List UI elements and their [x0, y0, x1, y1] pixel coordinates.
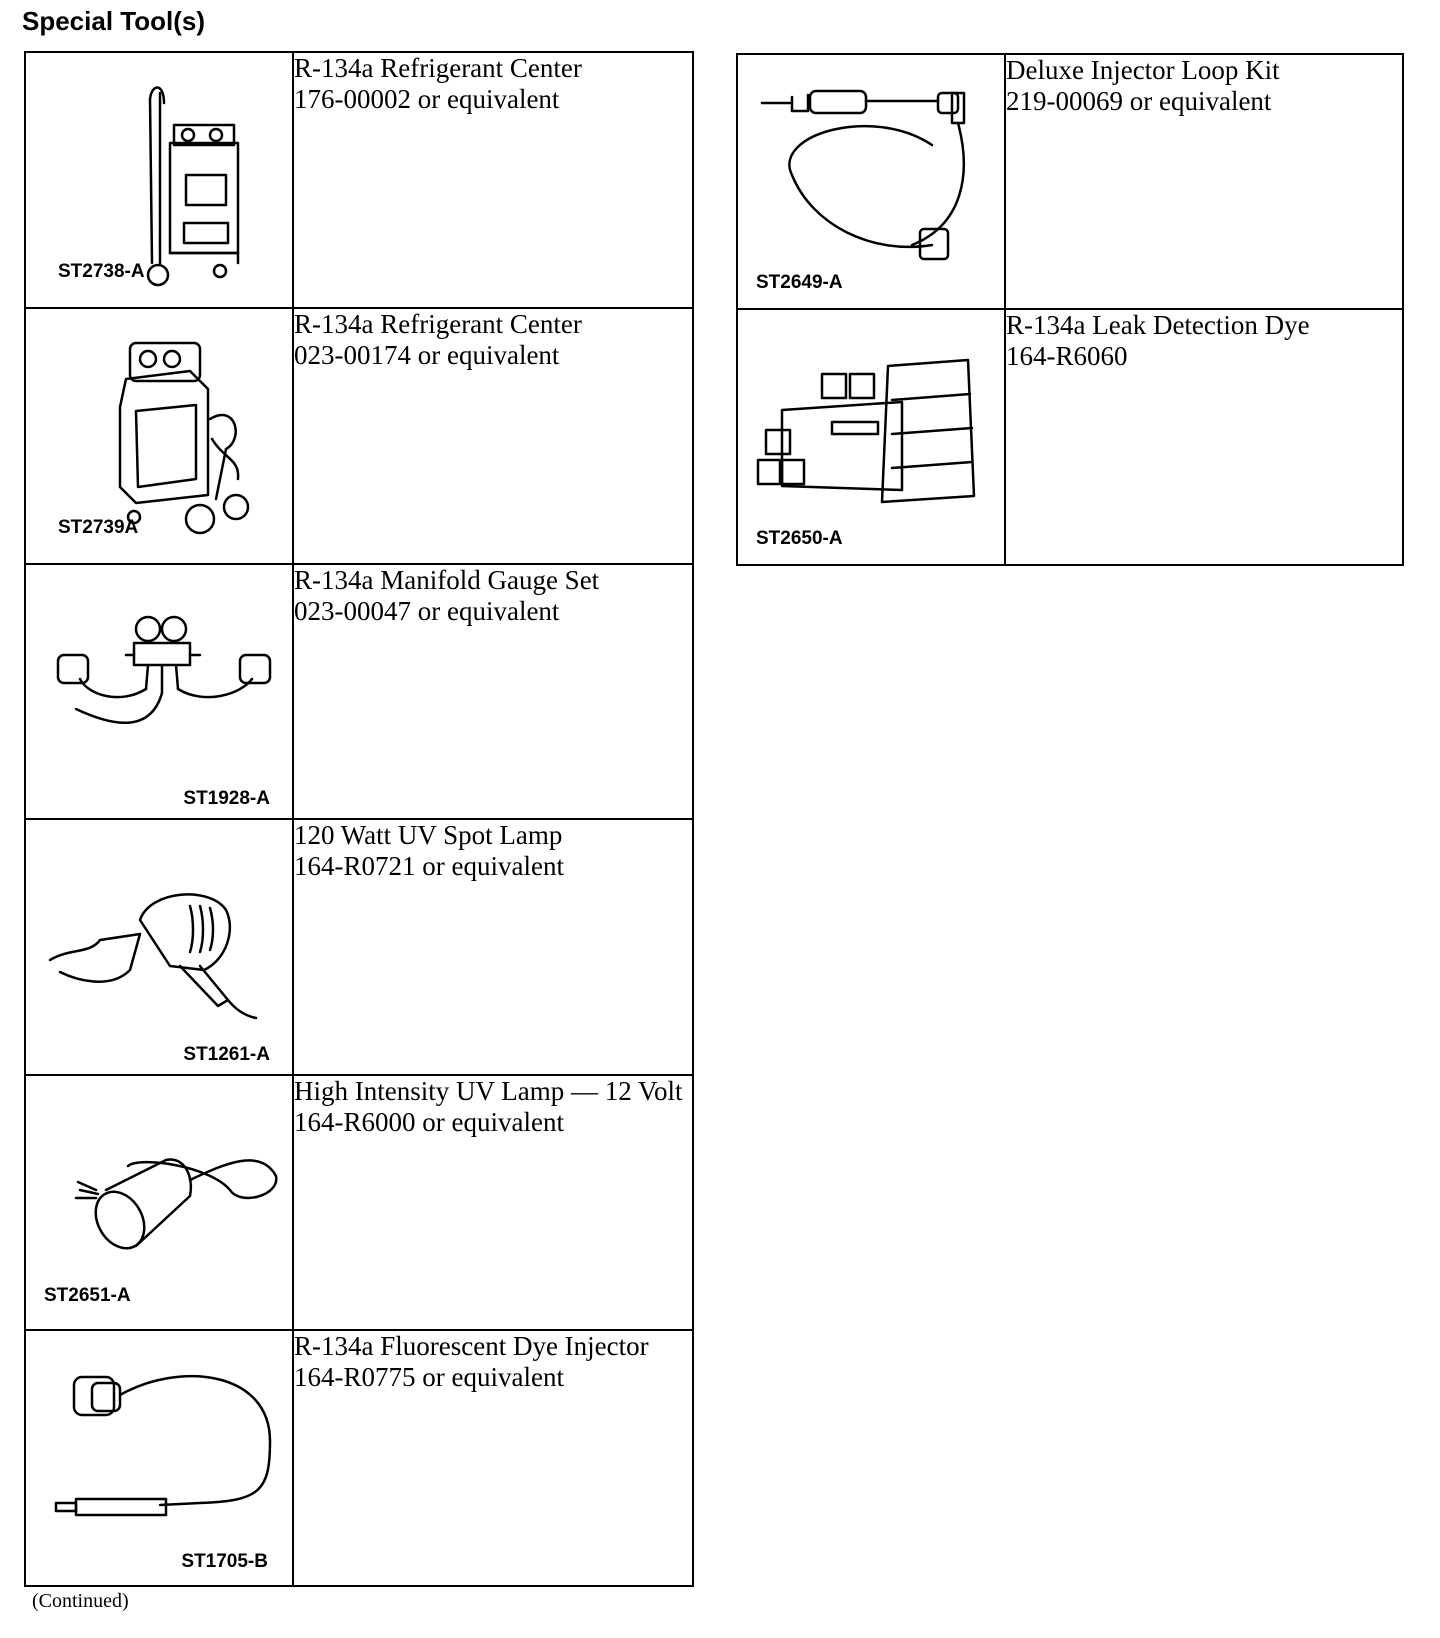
continued-note: (Continued) — [32, 1590, 129, 1612]
tool-code: ST2739A — [58, 517, 139, 538]
tool-description — [293, 308, 693, 564]
tool-name: R-134a Leak Detection Dye — [1006, 310, 1310, 340]
tool-illustration-cell — [25, 564, 293, 819]
table-row — [25, 1075, 693, 1330]
tool-name: High Intensity UV Lamp — 12 Volt — [294, 1076, 683, 1106]
tool-code: ST2651-A — [44, 1285, 131, 1306]
tool-part-number: 023-00174 or equivalent — [294, 340, 560, 370]
tool-code: ST1928-A — [183, 788, 270, 809]
special-tools-table-left — [24, 51, 694, 1587]
tool-illustration-cell — [25, 308, 293, 564]
table-row — [737, 309, 1403, 565]
tool-name: 120 Watt UV Spot Lamp — [294, 820, 563, 850]
special-tools-table-right — [736, 53, 1404, 566]
leak-detection-dye-icon — [752, 320, 992, 560]
tool-part-number: 164-R0775 or equivalent — [294, 1362, 564, 1392]
tool-description — [1005, 309, 1403, 565]
tool-code: ST1705-B — [181, 1551, 268, 1572]
table-row — [25, 308, 693, 564]
tool-code: ST2738-A — [58, 261, 145, 282]
tool-part-number: 164-R6060 — [1006, 341, 1128, 371]
tool-description — [293, 52, 693, 308]
tool-illustration-cell — [737, 309, 1005, 565]
tool-name: R-134a Fluorescent Dye Injector — [294, 1331, 649, 1361]
tool-name: R-134a Refrigerant Center — [294, 309, 582, 339]
tool-description — [293, 1075, 693, 1330]
tool-code: ST2650-A — [756, 528, 843, 549]
tool-name: R-134a Manifold Gauge Set — [294, 565, 600, 595]
tool-name: Deluxe Injector Loop Kit — [1006, 55, 1280, 85]
table-row — [25, 1330, 693, 1586]
table-row — [25, 52, 693, 308]
uv-spot-lamp-icon — [40, 830, 280, 1070]
table-row — [737, 54, 1403, 309]
table-row — [25, 819, 693, 1075]
dye-injector-icon — [40, 1341, 280, 1581]
tool-description — [293, 819, 693, 1075]
tool-illustration-cell — [25, 1075, 293, 1330]
tool-part-number: 219-00069 or equivalent — [1006, 86, 1272, 116]
tool-illustration-cell — [25, 52, 293, 308]
tool-description — [1005, 54, 1403, 309]
tool-part-number: 164-R0721 or equivalent — [294, 851, 564, 881]
tool-description — [293, 1330, 693, 1586]
tool-illustration-cell — [737, 54, 1005, 309]
tool-name: R-134a Refrigerant Center — [294, 53, 582, 83]
tool-part-number: 023-00047 or equivalent — [294, 596, 560, 626]
tool-part-number: 176-00002 or equivalent — [294, 84, 560, 114]
tool-illustration-cell — [25, 819, 293, 1075]
tool-illustration-cell — [25, 1330, 293, 1586]
page-title: Special Tool(s) — [22, 6, 205, 36]
tool-part-number: 164-R6000 or equivalent — [294, 1107, 564, 1137]
tool-code: ST2649-A — [756, 272, 843, 293]
manifold-gauge-icon — [40, 575, 280, 815]
injector-loop-kit-icon — [752, 65, 992, 305]
table-row — [25, 564, 693, 819]
tool-code: ST1261-A — [183, 1044, 270, 1065]
tool-description — [293, 564, 693, 819]
